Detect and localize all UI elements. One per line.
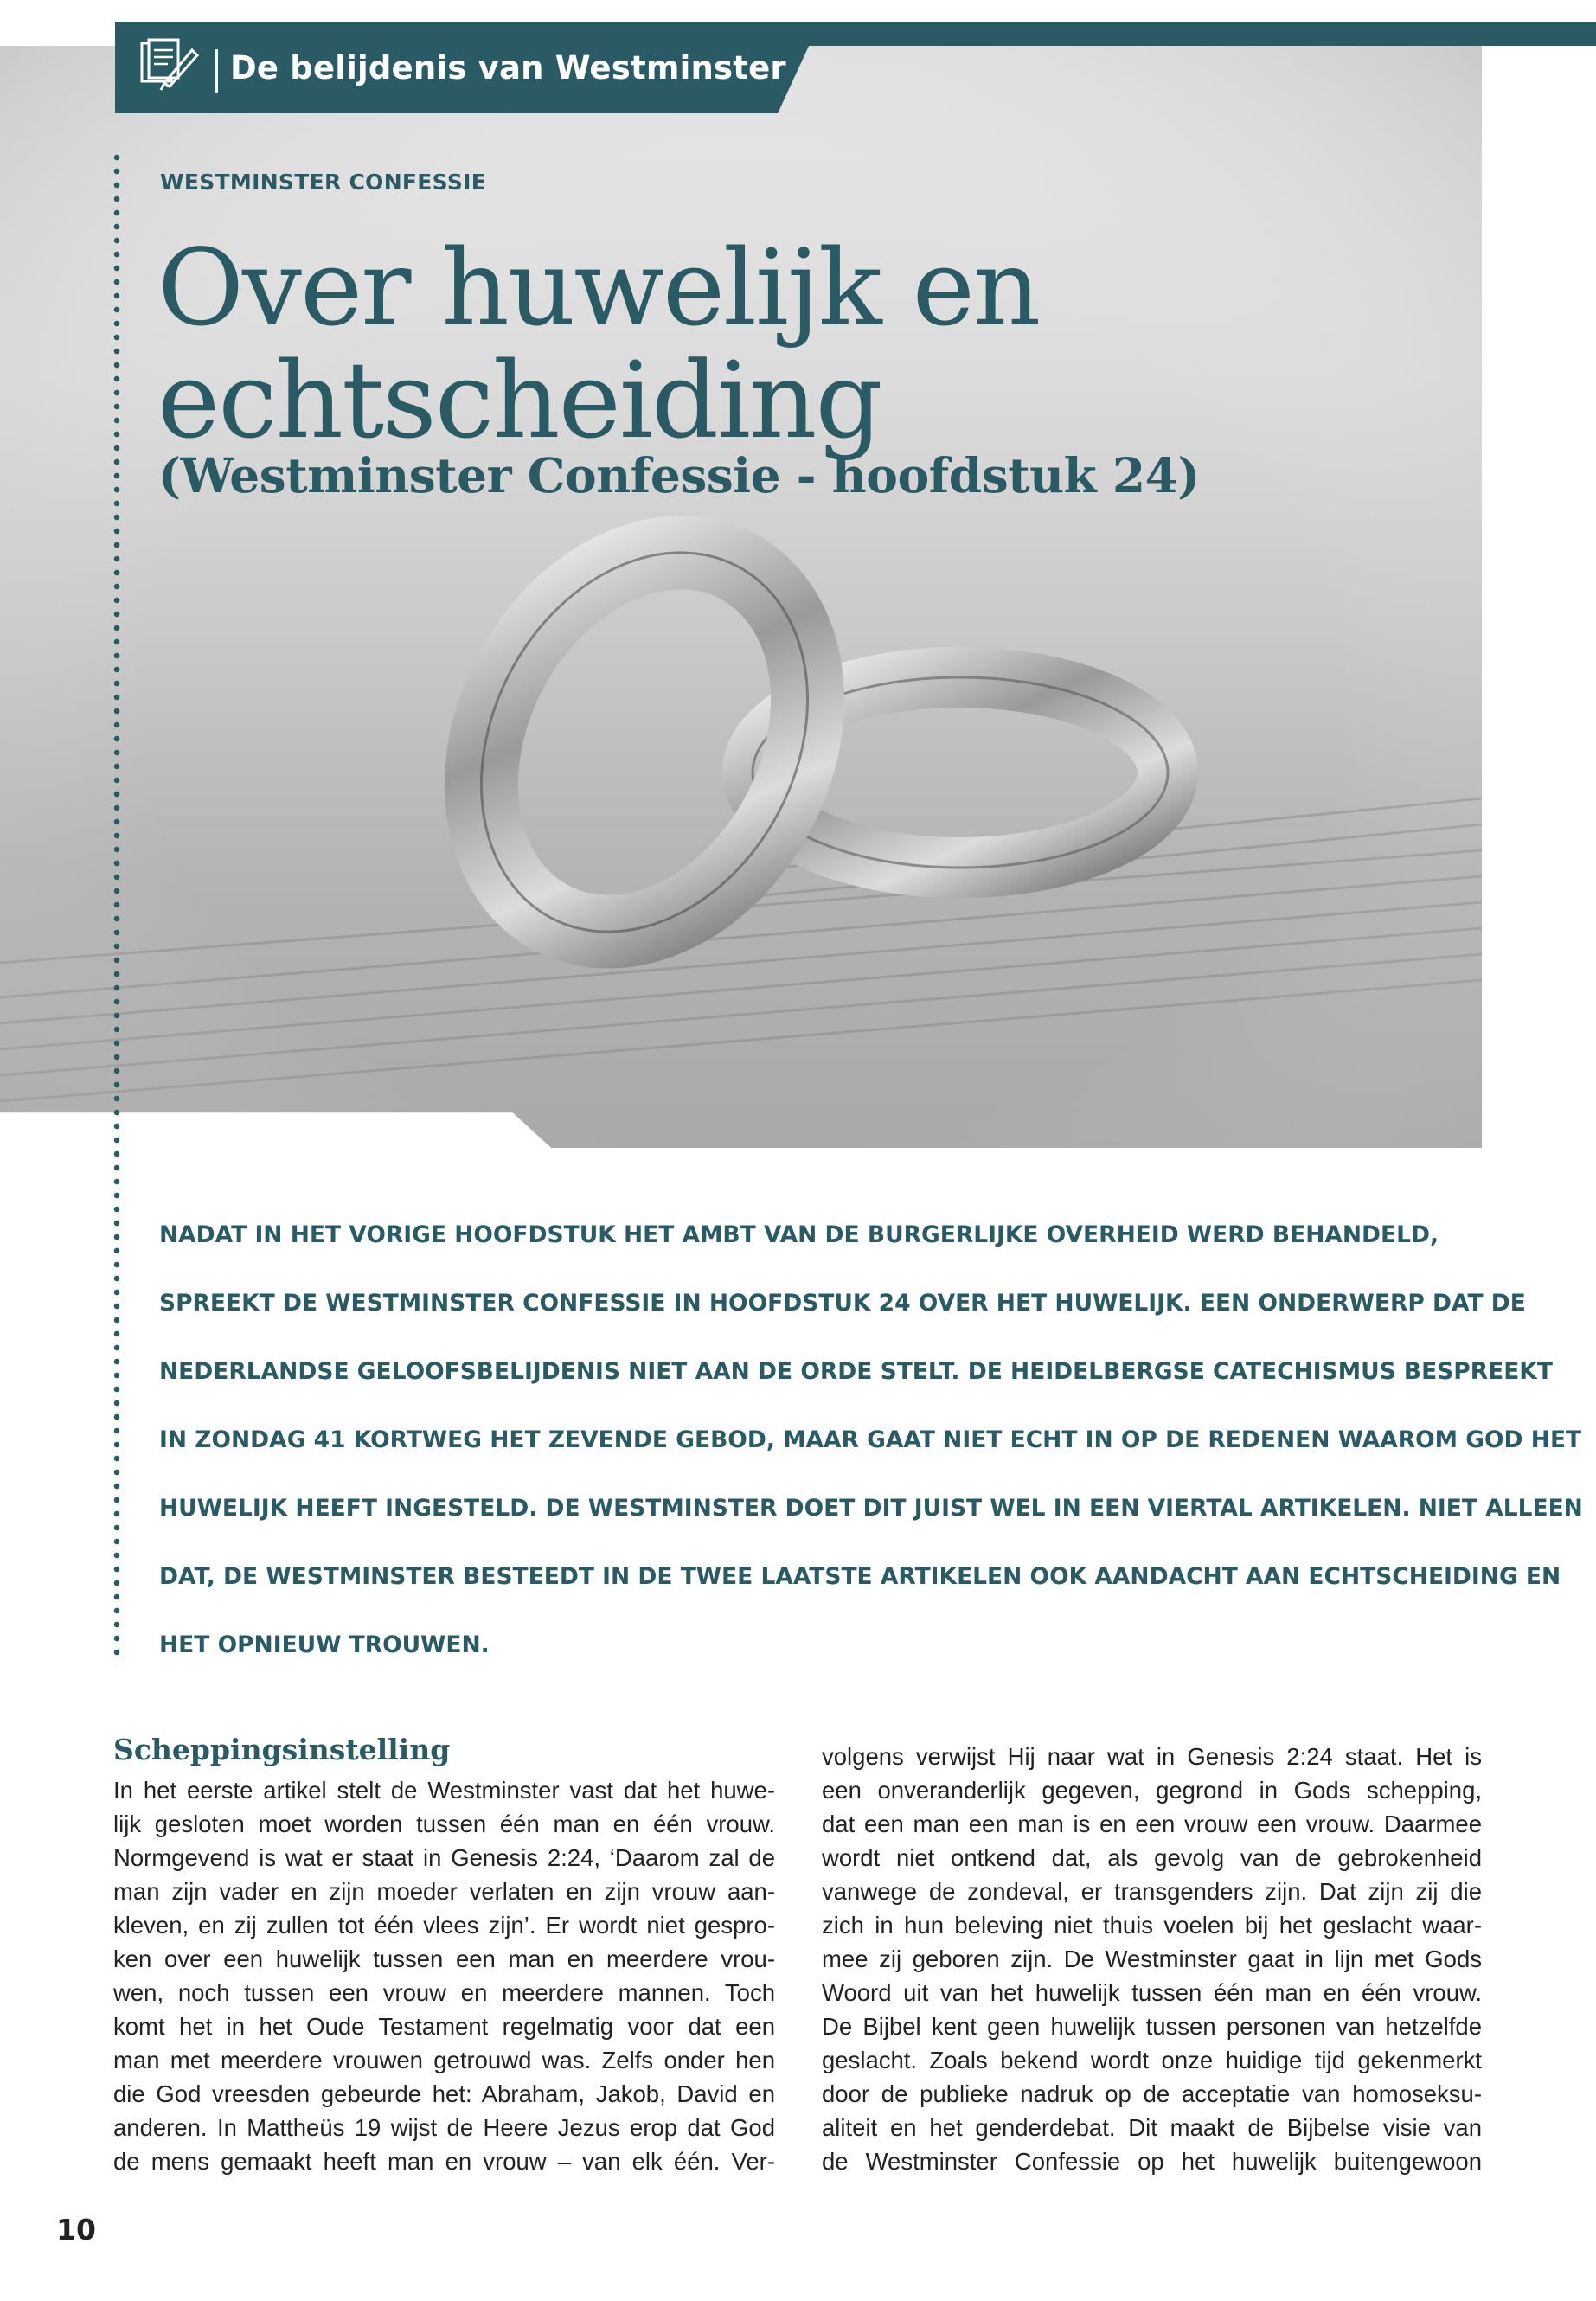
- body-line: de Westminster Confessie op het huwelijk buitengewoon: [822, 2148, 1482, 2175]
- body-line: kleven, en zij zullen tot één vlees zijn’. Er wordt niet gespro-: [113, 1912, 775, 1939]
- intro-line: DAT, DE WESTMINSTER BESTEEDT IN DE TWEE LAATSTE ARTIKELEN OOK AANDACHT AAN ECHTSCHEIDING EN: [159, 1563, 1561, 1590]
- eyebrow-label: WESTMINSTER CONFESSIE: [160, 170, 487, 195]
- body-line: door de publieke nadruk op de acceptatie van homoseksu-: [822, 2080, 1482, 2107]
- body-line: aliteit en het genderdebat. Dit maakt de Bijbelse visie van: [822, 2114, 1482, 2141]
- body-line: vanwege de zondeval, er transgenders zijn. Dat zijn zij die: [822, 1878, 1482, 1905]
- body-line: wen, noch tussen een vrouw en meerdere mannen. Toch: [113, 1979, 775, 2006]
- body-line: de mens gemaakt heeft man en vrouw – van elk één. Ver-: [113, 2148, 775, 2175]
- body-line: In het eerste artikel stelt de Westminster vast dat het huwe-: [113, 1777, 775, 1804]
- intro-line: NADAT IN HET VORIGE HOOFDSTUK HET AMBT VAN DE BURGERLIJKE OVERHEID WERD BEHANDELD,: [159, 1221, 1439, 1248]
- body-line: mee zij geboren zijn. De Westminster gaat in lijn met Gods: [822, 1945, 1482, 1972]
- intro-line: HUWELIJK HEEFT INGESTELD. DE WESTMINSTER DOET DIT JUIST WEL IN EEN VIERTAL ARTIKELEN. NIET ALLEEN: [159, 1495, 1583, 1522]
- body-line: man met meerdere vrouwen getrouwd was. Zelfs onder hen: [113, 2047, 775, 2073]
- body-line: anderen. In Mattheüs 19 wijst de Heere Jezus erop dat God: [113, 2114, 775, 2141]
- body-line: komt het in het Oude Testament regelmatig voor dat een: [113, 2013, 775, 2040]
- body-line: ken over een huwelijk tussen een man en meerdere vrou-: [113, 1945, 775, 1972]
- body-line: De Bijbel kent geen huwelijk tussen personen van hetzelfde: [822, 2013, 1482, 2040]
- body-line: dat een man een man is en een vrouw een vrouw. Daarmee: [822, 1811, 1482, 1837]
- body-line: wordt niet ontkend dat, als gevolg van de gebrokenheid: [822, 1844, 1482, 1871]
- intro-line: HET OPNIEUW TROUWEN.: [159, 1631, 490, 1658]
- body-line: een onveranderlijk gegeven, gegrond in Gods schepping,: [822, 1777, 1482, 1804]
- section-heading: Scheppingsinstelling: [113, 1733, 451, 1766]
- section-title: De belijdenis van Westminster: [230, 49, 786, 87]
- body-line: lijk gesloten moet worden tussen één man en één vrouw.: [113, 1811, 775, 1837]
- body-line: die God vreesden gebeurde het: Abraham, Jakob, David en: [113, 2080, 775, 2107]
- body-line: geslacht. Zoals bekend wordt onze huidige tijd gekenmerkt: [822, 2047, 1482, 2073]
- wedding-rings-photo: [0, 46, 1482, 1148]
- page-number: 10: [56, 2213, 96, 2247]
- body-line: zich in hun beleving niet thuis voelen bij het geslacht waar-: [822, 1912, 1482, 1939]
- body-line: Woord uit van het huwelijk tussen één man en één vrouw.: [822, 1979, 1482, 2006]
- body-line: man zijn vader en zijn moeder verlaten en zijn vrouw aan-: [113, 1878, 775, 1905]
- header-separator: [215, 49, 218, 93]
- article-title-line-1: Over huwelijk en: [157, 227, 1040, 349]
- article-title-line-2: echtscheiding: [157, 339, 881, 462]
- rings-illustration: [0, 46, 1482, 1148]
- body-line: volgens verwijst Hij naar wat in Genesis 2:24 staat. Het is: [822, 1743, 1482, 1770]
- intro-line: IN ZONDAG 41 KORTWEG HET ZEVENDE GEBOD, MAAR GAAT NIET ECHT IN OP DE REDENEN WAAROM GOD HET: [159, 1426, 1582, 1453]
- intro-line: NEDERLANDSE GELOOFSBELIJDENIS NIET AAN DE ORDE STELT. DE HEIDELBERGSE CATECHISMUS BESPREEKT: [159, 1358, 1553, 1385]
- body-line: Normgevend is wat er staat in Genesis 2:24, ‘Daarom zal de: [113, 1844, 775, 1871]
- dotted-rule: [113, 154, 120, 1663]
- document-quill-icon: [138, 38, 199, 92]
- intro-line: SPREEKT DE WESTMINSTER CONFESSIE IN HOOFDSTUK 24 OVER HET HUWELIJK. EEN ONDERWERP DAT DE: [159, 1290, 1526, 1317]
- article-subtitle: (Westminster Confessie - hoofdstuk 24): [158, 447, 1200, 503]
